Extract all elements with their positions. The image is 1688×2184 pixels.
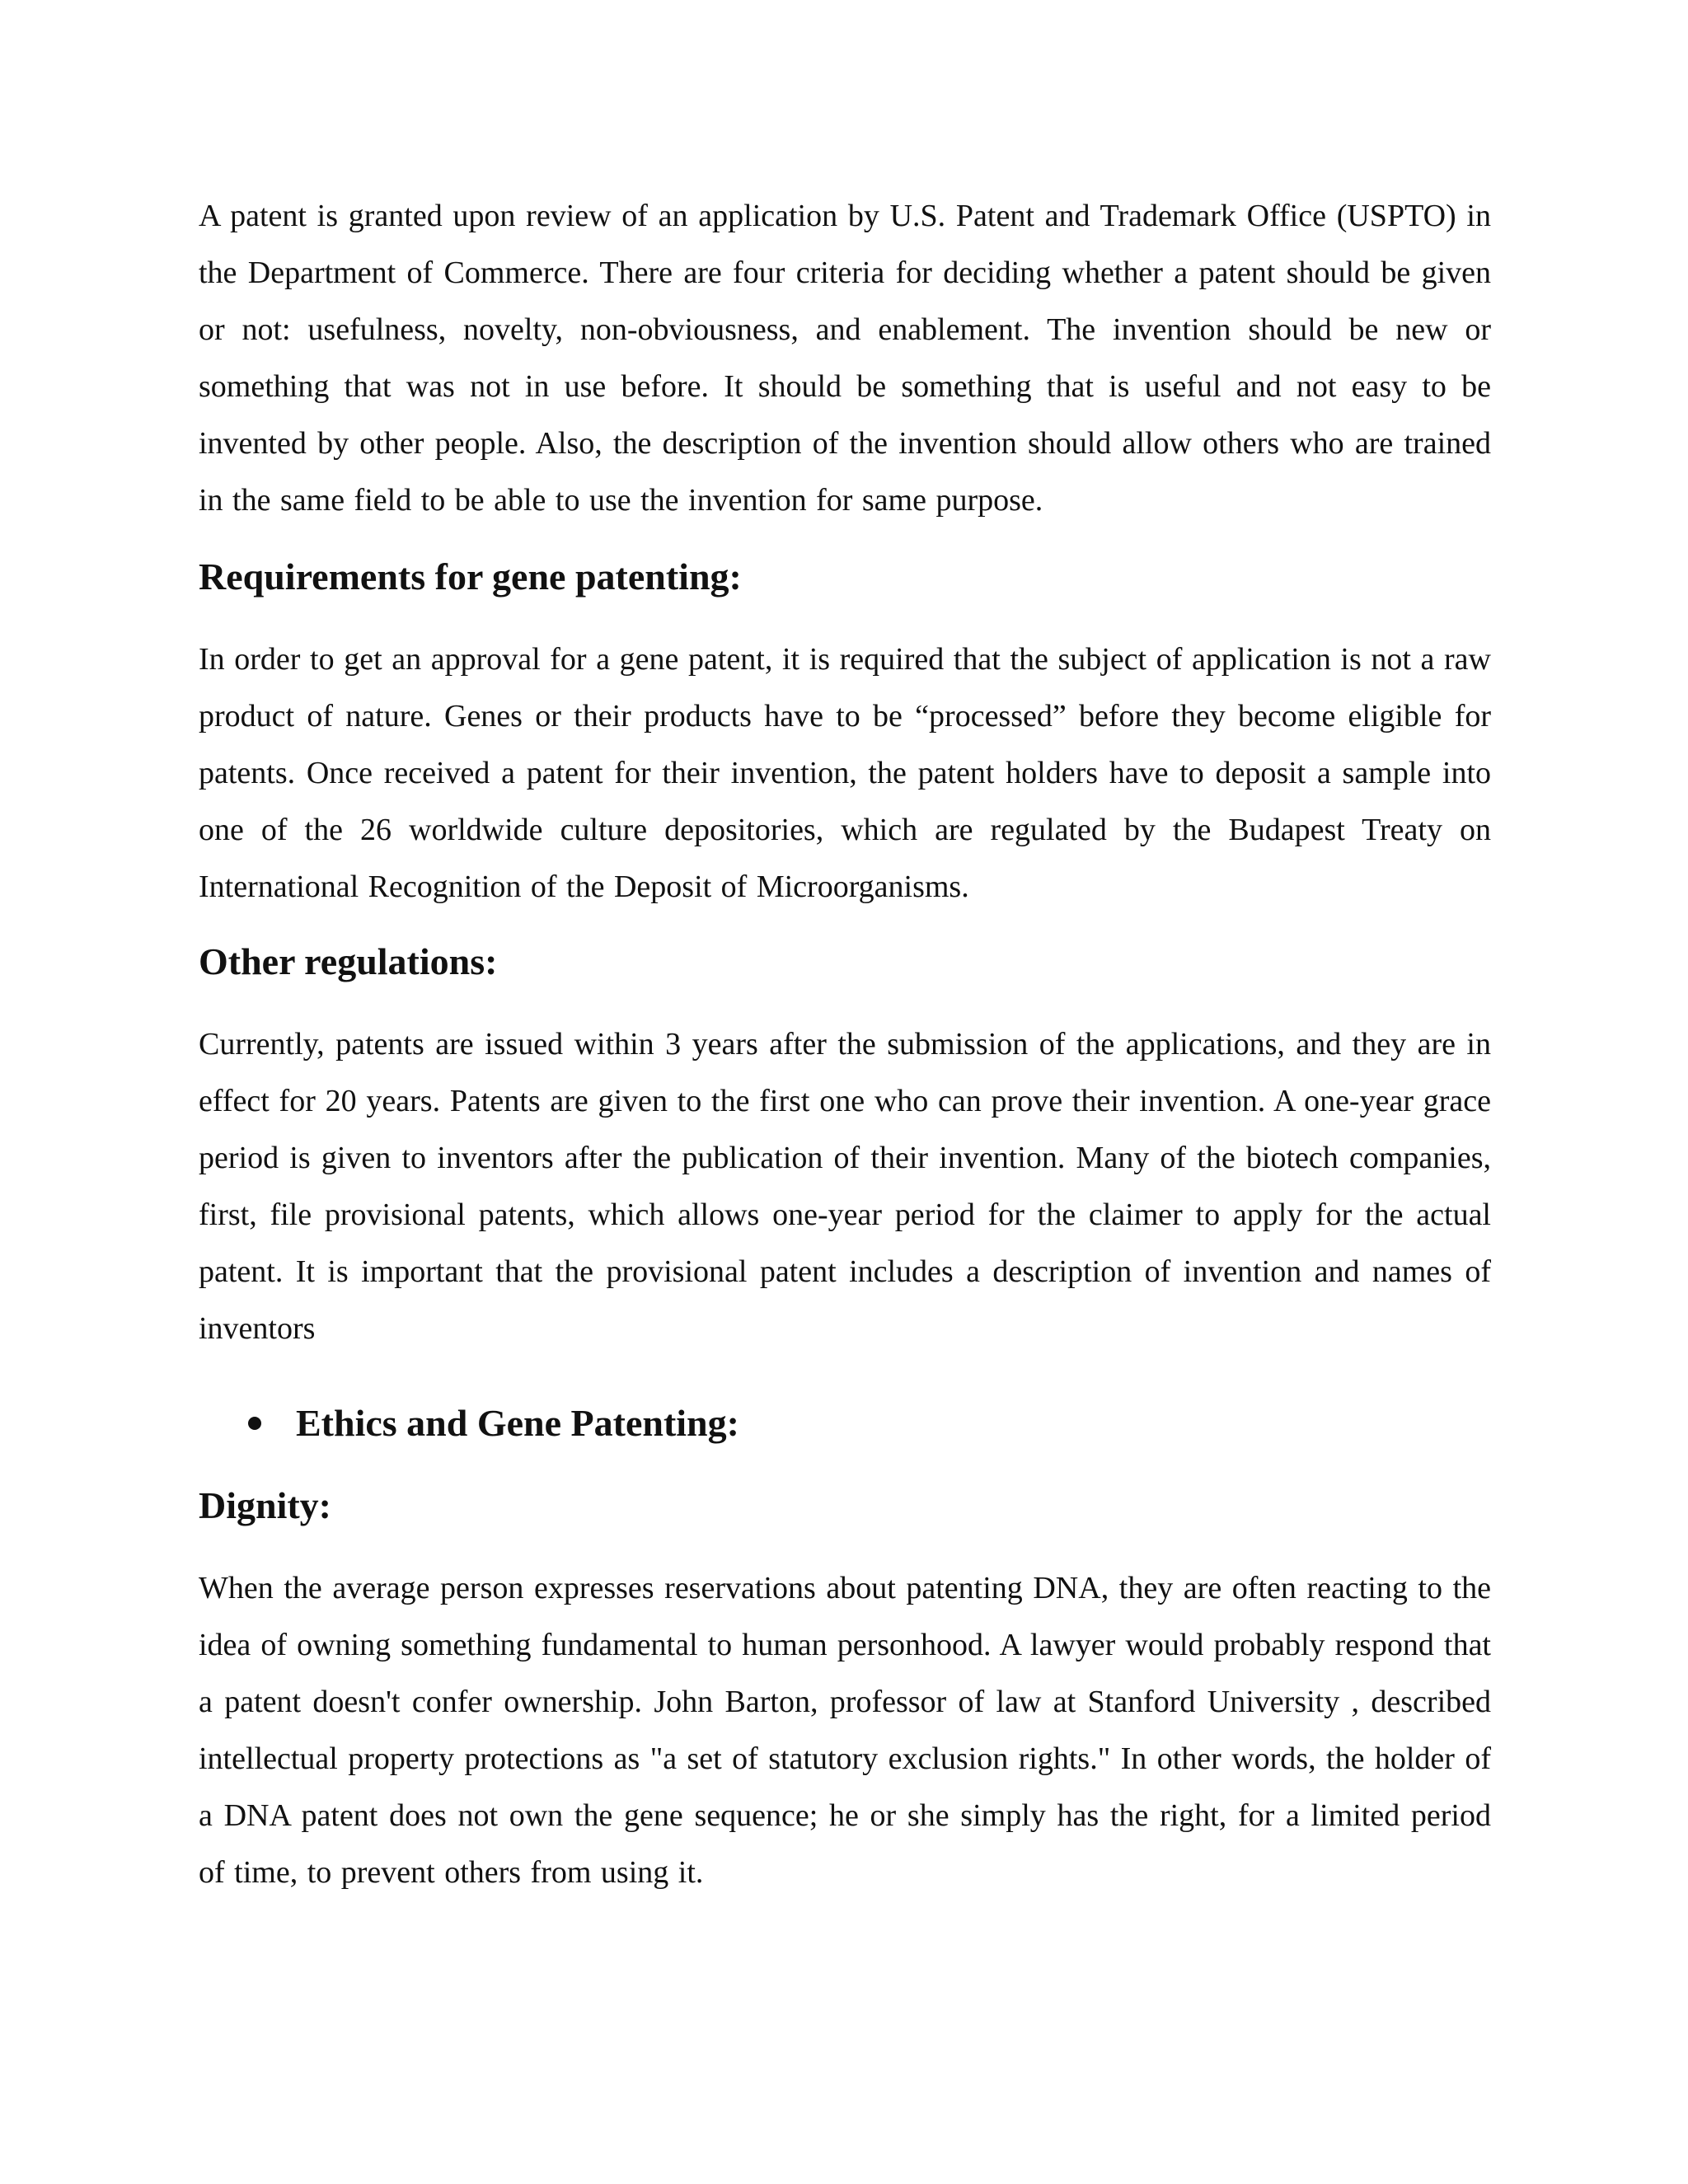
heading-requirements: Requirements for gene patenting:	[199, 555, 742, 598]
document-page	[199, 188, 1491, 1901]
heading-dignity: Dignity:	[199, 1484, 331, 1526]
paragraph-patent-criteria: A patent is granted upon review of an application by U.S. Patent and Trademark Office (USPTO) in the Department of Commerce. There are four criteria for deciding whether a patent should be given or not: usefulness, novelty, non-obviousness, and enablement. The invention should be new or something that was not in use before. It should be something that is useful and not easy to be invented by other people. Also, the description of the invention should allow others who are trained in the same field to be able to use the invention for same purpose.	[199, 199, 1491, 518]
heading-other-regulations: Other regulations:	[199, 940, 498, 982]
paragraph-dignity: When the average person expresses reservations about patenting DNA, they are often reacting to the idea of owning something fundamental to human personhood. A lawyer would probably respond that a patent doesn't confer ownership. John Barton, professor of law at Stanford University , described intellectual property protections as "a set of statutory exclusion rights." In other words, the holder of a DNA patent does not own the gene sequence; he or she simply has the right, for a limited period of time, to prevent others from using it.	[199, 1571, 1491, 1890]
paragraph-other-regulations: Currently, patents are issued within 3 years after the submission of the applications, and they are in effect for 20 years. Patents are given to the first one who can prove their invention. A one-year grace period is given to inventors after the publication of their invention. Many of the biotech companies, first, file provisional patents, which allows one-year period for the claimer to apply for the actual patent. It is important that the provisional patent includes a description of invention and names of inventors	[199, 1027, 1491, 1346]
bullet-item-ethics	[199, 1399, 1491, 1448]
paragraph-gene-patent-requirements: In order to get an approval for a gene patent, it is required that the subject of application is not a raw product of nature. Genes or their products have to be “processed” before they become eligible for patents. Once received a patent for their invention, the patent holders have to deposit a sample into one of the 26 worldwide culture depositories, which are regulated by the Budapest Treaty on International Recognition of the Deposit of Microorganisms.	[199, 642, 1491, 904]
bullet-icon	[248, 1417, 261, 1430]
heading-ethics-gene-patenting: Ethics and Gene Patenting:	[296, 1402, 739, 1444]
